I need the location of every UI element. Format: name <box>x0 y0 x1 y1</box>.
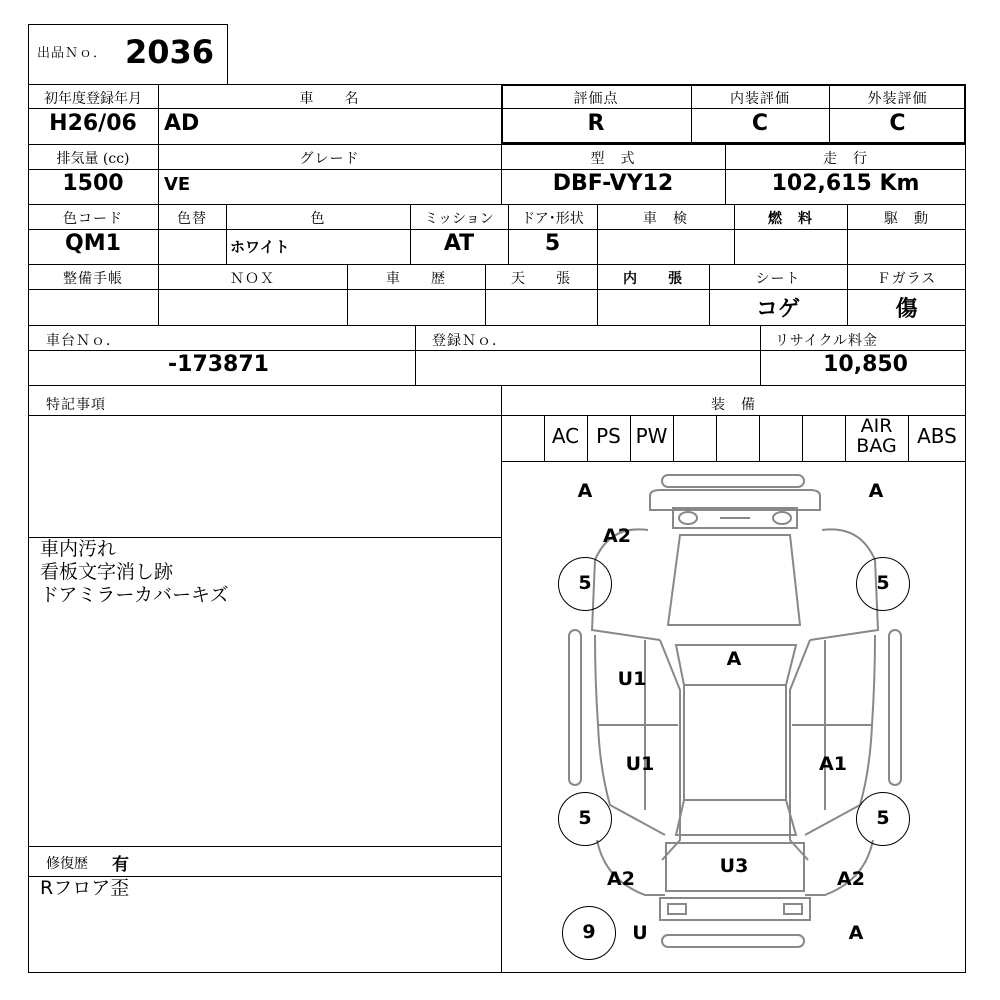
first-reg-label: 初年度登録年月 <box>44 91 142 107</box>
divider <box>28 289 966 290</box>
note-line: ドアミラーカバーキズ <box>40 584 229 606</box>
divider <box>28 264 966 265</box>
equipment-ps: PS <box>596 424 621 448</box>
f-glass-label: Ｆガラス <box>876 271 937 287</box>
mark-rear-left: A2 <box>607 868 635 890</box>
mark-front-right: A <box>868 480 884 502</box>
mark-trunk: U3 <box>719 855 749 877</box>
divider <box>28 204 966 205</box>
history-label: 車 歴 <box>386 271 446 287</box>
reg-no-label: 登録Ｎｏ． <box>432 333 507 349</box>
divider <box>415 325 416 385</box>
repair-detail: Rフロア歪 <box>40 877 130 899</box>
car-name-value: AD <box>164 111 200 136</box>
inspection-label: 車 検 <box>643 211 688 227</box>
equipment-abs: ABS <box>917 424 957 448</box>
divider <box>802 415 803 461</box>
trim-label: 内 張 <box>623 271 683 287</box>
divider <box>759 415 760 461</box>
divider <box>28 415 966 416</box>
repair-value: 有 <box>112 855 129 875</box>
chassis-no-label: 車台Ｎｏ． <box>46 333 121 349</box>
roof-label: 天 張 <box>511 271 571 287</box>
divider <box>28 350 966 351</box>
score-label: 評価点 <box>573 91 619 107</box>
recycle-value: 10,850 <box>823 352 908 377</box>
nox-label: ＮＯＸ <box>230 271 275 287</box>
lot-number-box <box>28 24 228 85</box>
equipment-airbag: AIR BAG <box>856 415 897 457</box>
divider <box>28 144 966 145</box>
repair-label: 修復歴 <box>46 856 88 872</box>
grade-label: グレード <box>299 151 360 167</box>
divider <box>673 415 674 461</box>
mark-rear-left-tire: 5 <box>558 792 612 846</box>
divider <box>28 846 501 847</box>
mark-spare-tire: 9 <box>562 906 616 960</box>
lot-number-value: 2036 <box>125 33 215 71</box>
mark-left-rear-door: U1 <box>625 753 655 775</box>
chassis-no-value: -173871 <box>168 352 269 377</box>
car-name-label: 車 名 <box>299 91 360 107</box>
f-glass-value: 傷 <box>895 297 918 322</box>
divider <box>28 229 966 230</box>
mark-rear-right-tire: 5 <box>856 792 910 846</box>
color-value: ホワイト <box>230 238 290 256</box>
color-label: 色 <box>310 211 326 227</box>
notes-label: 特記事項 <box>46 397 106 413</box>
equipment-ac: AC <box>551 424 580 448</box>
note-line: 看板文字消し跡 <box>40 561 174 583</box>
mission-value: AT <box>443 231 475 256</box>
mark-left-front-door: U1 <box>617 668 647 690</box>
car-diagram <box>501 461 966 973</box>
mission-label: ミッション <box>424 211 494 227</box>
mark-rear-bumper-left: U <box>632 922 648 944</box>
drive-label: 駆 動 <box>884 211 929 227</box>
mark-right-rear-door: A1 <box>819 753 847 775</box>
displacement-value: 1500 <box>62 171 124 196</box>
divider <box>28 385 966 386</box>
mileage-label: 走 行 <box>823 151 868 167</box>
mark-front-left: A <box>577 480 593 502</box>
doors-label: ドア･形状 <box>521 211 584 227</box>
first-reg-value: H26/06 <box>49 111 137 136</box>
mark-front-right-tire: 5 <box>856 557 910 611</box>
model-label: 型 式 <box>590 151 636 167</box>
mark-rear-right: A2 <box>837 868 865 890</box>
repaint-label: 色替 <box>177 211 207 227</box>
grade-value: VE <box>164 174 191 195</box>
doors-value: 5 <box>544 231 561 256</box>
divider <box>716 415 717 461</box>
color-code-value: QM1 <box>65 231 121 256</box>
mark-front-left-tire: 5 <box>558 557 612 611</box>
recycle-label: リサイクル料金 <box>775 333 879 349</box>
divider <box>28 169 966 170</box>
seat-label: シート <box>755 271 801 287</box>
interior-label: 内装評価 <box>730 91 790 107</box>
equipment-label: 装 備 <box>711 397 756 413</box>
displacement-label: 排気量 (cc) <box>56 151 130 167</box>
service-book-label: 整備手帳 <box>63 271 123 287</box>
mark-hood: A2 <box>603 525 631 547</box>
lot-number-label: 出品Ｎｏ． <box>37 46 108 61</box>
mark-roof: A <box>726 648 742 670</box>
color-code-label: 色コード <box>63 211 123 227</box>
exterior-label: 外装評価 <box>867 91 928 107</box>
seat-value: コゲ <box>755 297 800 322</box>
note-line: 車内汚れ <box>40 538 117 560</box>
score-value: R <box>587 111 605 136</box>
fuel-label: 燃 料 <box>768 211 813 227</box>
divider <box>28 325 966 326</box>
mileage-value: 102,615 Km <box>771 171 920 196</box>
mark-rear-bumper-right: A <box>848 922 864 944</box>
model-value: DBF-VY12 <box>552 171 674 196</box>
exterior-value: C <box>889 111 906 136</box>
interior-value: C <box>751 111 769 136</box>
equipment-pw: PW <box>635 424 668 448</box>
